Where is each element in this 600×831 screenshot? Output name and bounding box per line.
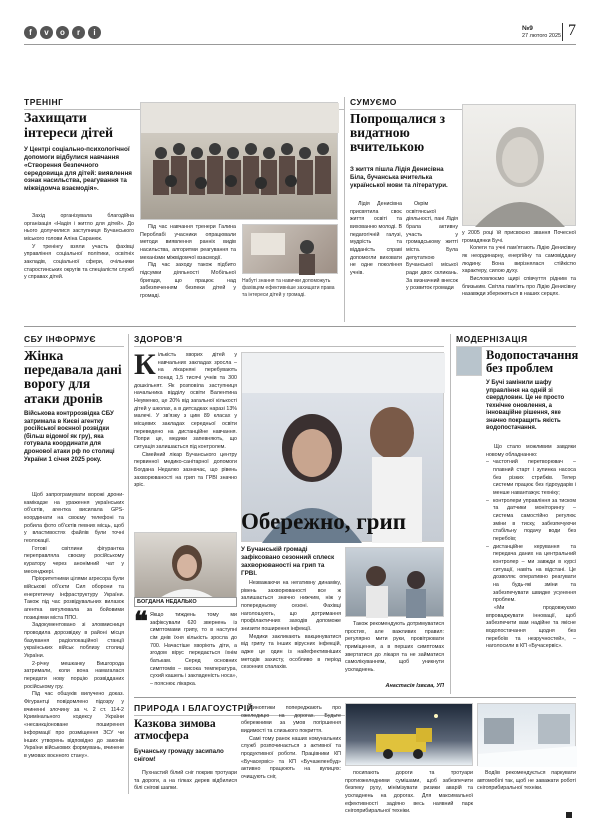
- doctor-quote: Якщо тиждень тому ми зафіксували 620 звернень із симптомами грипу, то в наступні сім днів їхня кількість зросла до 700. Начастіше хворіють діти, а згодом вірус передається їхнім батькам. Серед основних симптомів – висока температура, сухий кашель і закладеність носа», – пояснює лікарка.: [150, 612, 237, 688]
- section-tag: СБУ ІНФОРМУЄ: [24, 334, 124, 347]
- page-number: 7: [568, 22, 576, 39]
- quote-mark-icon: ❝: [134, 607, 148, 636]
- header-rule: [24, 44, 576, 45]
- vaccination-photo: [345, 547, 444, 617]
- youtube-icon[interactable]: r: [72, 26, 85, 39]
- instagram-icon[interactable]: i: [88, 26, 101, 39]
- health-body-col1: Незважаючи на негативну динаміку, рівень захворюваності все ж залишається значно нижчим, ніж у попередньому сезоні. Фахівці наголошують, що дотримання профілактичних заходів допоможе знизити поширення інфекції. Медики закликають вакцинуватися від грипу та інших вірусних інфекцій, адже це один із найефективніших методів захисту, особливо в період сезонних спалахів.: [241, 580, 341, 671]
- doctor-photo: [134, 532, 237, 602]
- water-body: Що стало можливим завдяки новому обладнанню: – частотний перетворювач – плавний старт і зупинка насоса без різких стрибків. Тепер системи працює без гідроударів і менше навантажує техніку; – контролери управління за тиском та датчики моніторингу – система самостійно регулює зміни в тиску, забезпечуючи стабільну подачу води без перебоїв; – дистанційне керування та передача даних на центральний контролер – ми завжди в курсі ситуації, навіть на відстані. Це дозволяє оперативно реагувати на будь-які зміни та забезпечувати швидке усунення проблем. «Ми продовжуємо впроваджувати інновації, щоб забезпечити вам надійне та якісне водопостачання щодня без перебоїв та незручностей», – наголосили в КП «Бучасервіс».: [486, 444, 576, 696]
- article-lead: У Центрі соціально-психологічної допомоги відбулися навчання «Створення безпечного середовища для дітей: виявлення ознак насильства, реагування та міжвідомча взаємодія».: [24, 146, 132, 193]
- photo-caption: Набуті знання та навички допоможуть фахівцям ефективніше захищати права та інтереси дітей у громаді.: [242, 278, 335, 298]
- end-mark: [566, 812, 572, 818]
- health-lead: У Бучанській громаді зафіксовано сезонний сплеск захворюваності на грип та ГРВІ.: [241, 546, 335, 577]
- issue-number: №9: [522, 25, 533, 32]
- obituary-col1: Лідія Денисівна присвятила своє життя освіті та вихованню молоді. В педагогічній галузі, мудрість та відданість справі допомогли виховати не одне покоління учнів.: [350, 201, 402, 277]
- drop-cap: К: [134, 348, 156, 381]
- winter-body: Пухнастий білий сніг покрив тротуари та дороги, а на гілках дерев відбилися білі снігові шапки.: [134, 770, 237, 792]
- section-tag: ТРЕНІНГ: [24, 97, 344, 110]
- doctor-name-tag: БОГДАНА НЕДАЛЬКО: [134, 597, 237, 607]
- water-photo: [456, 346, 482, 376]
- issue-date: 27 лютого 2025: [522, 33, 562, 39]
- teacher-portrait: [462, 104, 576, 226]
- section-tag: ПРИРОДА І БЛАГОУСТРІЙ: [134, 703, 444, 716]
- facebook-icon[interactable]: f: [24, 26, 37, 39]
- sbu-body: Щоб запрограмувати ворожі дрони-камікадзе на ураження українських об'єктів, агентка висилала GPS-координати на своєму телефоні та робила фото об'єктів певних місць, щоб у властивостях файлів були точні геолокації. Готові світлини фігурантка переправляла своєму російському куратору через анонімний чат у месенджері. Пріоритетними цілями агресора були військові об'єкти Сил оборони та енергетичну інфраструктуру України. Також під час розвідувальних вилазок агентка вигулювала за бойовими позиціями міста ППО. Задокументовано зі зловмисниця проводила дорозвідку в районі місця базування радіолокаційної станції українських військ поблизу столиці України. 2-річну мешканку Вишгорода затримали, коли вона намагалася передати нову порцію розвідданих російському гру. Під час обшуків вилучено доказ. Фігурантці повідомлено підозру у вчиненні злочину за ч. 2 ст. 114-2 Кримінального кодексу України «несанкціоноване поширення інформації про розміщення ЗСУ чи інших утворень відповідно до законів України військових формувань, вчинене в умовах воєнного стану».: [24, 492, 124, 759]
- sbu-lead: Військова контррозвідка СБУ затримала в Києві агентку російської воєнної розвідки (більш відомої як гру), яка готувала координати для дронової атаки рф по столиці України 1 січня 2025 року.: [24, 410, 115, 463]
- obituary-title: Попрощалися з видатною вчителькою: [350, 111, 446, 155]
- article-title: Захищати інтереси дітей: [24, 111, 114, 141]
- snowplow-photo: [345, 703, 473, 766]
- winter-body-col2: Синоптики попереджають про ожеледицю на дорогах. Будьте обережними за умов погіршення видимості та слизького покриття. Самі тому ранок наших комунальних служб розпочинається з активної та продуктивної роботи. Працівники КП «Бучасервіс» та КП «Бучазеленбуд» активно працюють на вулицях: очищують сніг,: [241, 705, 341, 781]
- health-headline: Обережно, грип: [241, 509, 406, 534]
- winter-lead: Бучанську громаду засипало снігом!: [134, 748, 224, 763]
- social-icons: [24, 26, 101, 39]
- telegram-icon[interactable]: o: [56, 26, 69, 39]
- bullet-item: – дистанційне керування та передача даних на центральний контролер – ми завжди в курсі ситуації, навіть на відстані. Це дозволяє оперативно реагувати на будь-які зміни та забезпечувати швидке усунення проблем.: [486, 544, 576, 605]
- winter-body-col3: посипають дороги та тротуари протиожеледними сумішами, щоб забезпечити безпеку руху, мінімізувати ризики аварій та ускладнень на дорогах. Для максимальної ефективності задіяно весь наявний парк снігоприбиральної техніки.: [345, 770, 473, 815]
- health-body-col2: Також рекомендують дотримуватися простих, але важливих правил: регулярно мити руки, провітрювати приміщення, а в перших симптомах звертатися до лікаря та не займатися самолікуванням, щоб уникнути ускладнень.: [345, 621, 444, 674]
- bullet-item: – контролери управління за тиском та датчики моніторингу – система самостійно регулює зміни в тиску, забезпечуючи стабільну подачу води без перебоїв;: [486, 498, 576, 544]
- snowy-street-photo: [477, 703, 576, 766]
- obituary-col2: Окрім освітянської діяльності, пані Лідія брала активну участь у громадському житті міста. Була депутаткою Бучанської міської ради двох скликань. За визначний внесок у розвиток громади: [406, 201, 458, 292]
- section-tag: СУМУЄМО: [350, 97, 576, 110]
- section-tag: ЗДОРОВ'Я: [134, 334, 444, 347]
- winter-body-col4: Водіїв рекомендується паркувати автомобілі так, щоб не заважати роботі снігоприбиральної техніки.: [477, 770, 576, 792]
- sbu-title: Жінка передавала дані ворогу для атаки дронів: [24, 348, 122, 406]
- water-title: Водопостачання без проблем: [486, 348, 579, 376]
- training-photo: [242, 224, 338, 274]
- viber-icon[interactable]: v: [40, 26, 53, 39]
- bullet-item: – частотний перетворювач – плавний старт і зупинка насоса без різких стрибків. Тепер системи працює без гідроударів і менше навантажує техніку;: [486, 459, 576, 497]
- group-photo: [140, 102, 338, 220]
- article-body: Захід організувала благодійна організація «Надія і житло для дітей». До нього долучилися заступниця Бучанського міського голови Аліна Саранюк. У тренінгу взяли участь фахівці управління соціальної політики, освітніх закладів, соціальної сфери, очільники старостинських округів та спеціалісти служб у справах дітей.: [24, 213, 134, 281]
- article-body-col2: Під час навчання тренери Галина Пероблабі учасники опрацювали методи виявлення ранніх видів насильства, алгоритми реагування та механізми міжвідомчої взаємодії. Під час заходу також підбито підсумки діяльності Мобільної бригади, що працює над забезпеченням безпеки дітей у громаді.: [140, 224, 236, 300]
- obituary-lead: З життя пішла Лідія Денисівна Біла, бучанська вчителька української мови та літератури.: [350, 166, 448, 189]
- winter-title: Казкова зимова атмосфера: [134, 718, 216, 743]
- section-tag: МОДЕРНІЗАЦІЯ: [456, 334, 576, 347]
- health-intro: К ількість хворих дітей у навчальних закладах зросла – на лікарняні перебувають понад 1,5 тисячі учнів та 300 дошкільнят. Як розповіла заступниця начальника відділу освіти Валентина Неуменко, це 20% від загальної кількості дітей у школах, а в дитсадках наразі 13% малечі. У зв'язку з цим 89 класах у місцевих закладах середньої освіти переведено на дистанційне навчання. Попри це, медики запевняють, що ситуація залишається під контролем. Сімейний лікар Бучанського центру первинної медико-санітарної допомоги Богдана Недалко зазначає, що рівень захворюваності на грип та ГРВІ значно зріс.: [134, 348, 237, 489]
- obituary-col3: у 2005 році їй присвоєно звання Почесної громадянки Бучі. Колеги та учні пам'ятають Лідію Денисівну як неординарну, енергійну та самовіддану людину. Вона вирізнялася стійкістю характеру, силою духу. Висловлюємо щирі співчуття рідним та близьким. Світла пам'ять про Лідію Денисівну назавжди збережеться в наших серцях.: [462, 230, 576, 298]
- article-author: Анастасія Ізвєва, УП: [385, 683, 444, 689]
- water-lead: У Бучі замінили шафу управління на одній зі свердловин. Це не просто технічне оновлення, а інноваційне рішення, яке значно покращить якість водопостачання.: [486, 380, 565, 431]
